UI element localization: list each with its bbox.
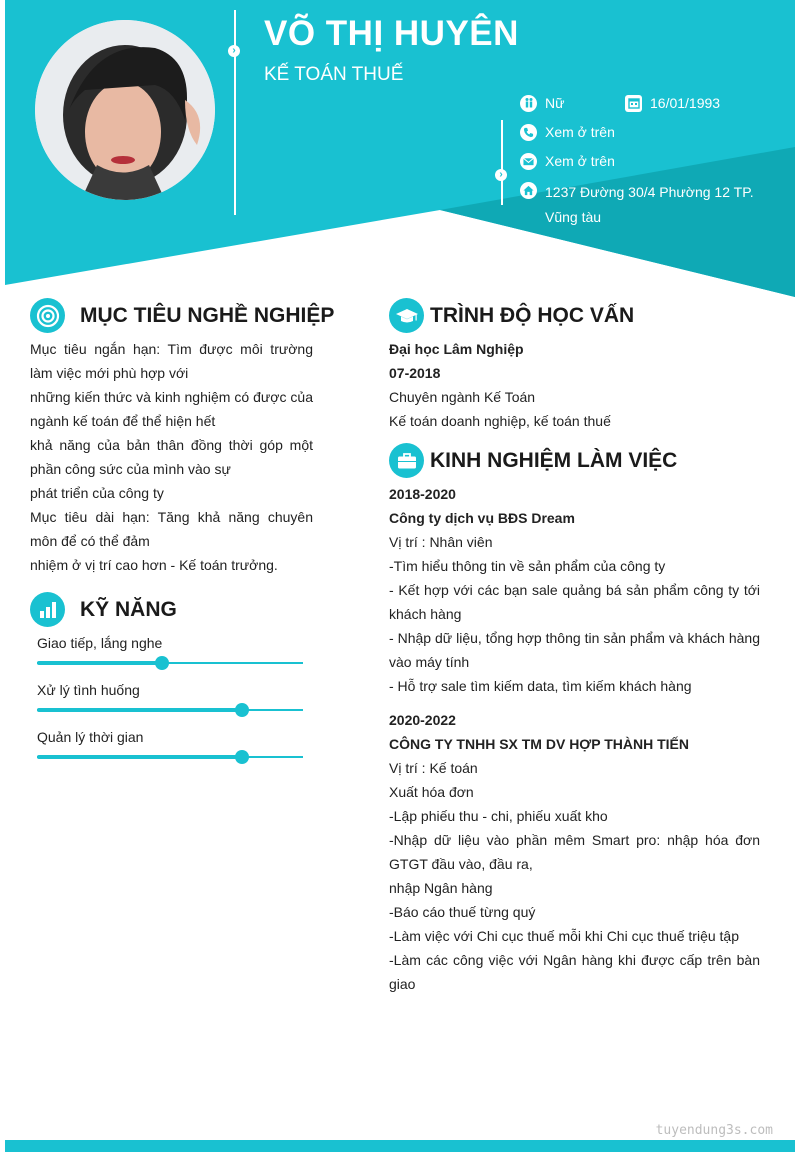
briefcase-icon [389, 443, 424, 478]
skill-knob [235, 750, 249, 764]
job-line: -Tìm hiểu thông tin về sản phẩm của công ty [389, 558, 666, 574]
email-icon [520, 153, 537, 170]
skill-label: Xử lý tình huống [37, 682, 140, 698]
objective-text [30, 337, 313, 577]
portrait-photo [35, 20, 215, 200]
objective-line: môn để có thể đảm [30, 533, 150, 549]
email-value[interactable]: Xem ở trên [545, 153, 615, 169]
job-company: Công ty dịch vụ BĐS Dream [389, 510, 575, 526]
section-title: MỤC TIÊU NGHỀ NGHIỆP [80, 303, 335, 327]
home-icon [520, 182, 537, 199]
school-name: Đại học Lâm Nghiệp [389, 341, 524, 357]
job-period: 2020-2022 [389, 712, 456, 728]
section-title: KỸ NĂNG [80, 597, 177, 621]
objective-line: nhiệm ở vị trí cao hơn - Kế toán trưởng. [30, 557, 278, 573]
education-detail: Kế toán doanh nghiệp, kế toán thuế [389, 413, 611, 429]
address-line: Vũng tàu [545, 209, 602, 225]
phone-value[interactable]: Xem ở trên [545, 124, 615, 140]
job-line: -Lập phiếu thu - chi, phiếu xuất kho [389, 808, 608, 824]
job-line: - Nhập dữ liệu, tổng hợp thông tin sản phẩm và khách hàng [389, 630, 760, 646]
education-header [389, 298, 634, 333]
skills-header [30, 592, 177, 627]
objective-line: ngành kế toán để thể hiện hết [30, 413, 216, 429]
avatar [35, 20, 215, 200]
job-period: 2018-2020 [389, 486, 456, 502]
objective-line: Mục tiêu ngắn hạn: Tìm được môi trường [30, 341, 313, 357]
contact-birthday [625, 93, 720, 113]
watermark: tuyendung3s.com [655, 1123, 773, 1138]
job-line: -Nhập dữ liệu vào phần mêm Smart pro: nhập hóa đơn [389, 832, 760, 848]
contact-email [520, 151, 615, 171]
calendar-icon [625, 95, 642, 112]
job-line: - Kết hợp với các bạn sale quảng bá sản phẩm công ty tới [389, 582, 760, 598]
footer-bar [5, 1140, 795, 1152]
gender-value: Nữ [545, 95, 565, 111]
objective-line: những kiến thức và kinh nghiệm có được của [30, 389, 313, 405]
education-date: 07-2018 [389, 365, 441, 381]
education-major: Chuyên ngành Kế Toán [389, 389, 536, 405]
job-entry [389, 482, 760, 698]
header-divider [234, 10, 236, 215]
bar-chart-icon [30, 592, 65, 627]
job-line: Vị trí : Nhân viên [389, 534, 493, 550]
skill-fill [37, 755, 242, 759]
job-entry [389, 708, 760, 996]
graduation-cap-icon [389, 298, 424, 333]
skill-label: Giao tiếp, lắng nghe [37, 635, 163, 651]
job-line: GTGT đầu vào, đầu ra, [389, 856, 533, 872]
job-line: - Hỗ trợ sale tìm kiếm data, tìm kiếm khách hàng [389, 678, 692, 694]
skill-fill [37, 661, 162, 665]
contact-phone [520, 122, 615, 142]
skill-label: Quản lý thời gian [37, 729, 144, 745]
target-icon [30, 298, 65, 333]
job-line: -Báo cáo thuế từng quý [389, 904, 536, 920]
objective-line: làm việc mới phù hợp với [30, 365, 189, 381]
phone-icon [520, 124, 537, 141]
objective-line: Mục tiêu dài hạn: Tăng khả năng chuyên [30, 509, 313, 525]
objective-line: phần công sức của mình vào sự [30, 461, 231, 477]
contact-gender [520, 93, 564, 113]
candidate-name: VÕ THỊ HUYÊN [264, 14, 519, 53]
job-line: khách hàng [389, 606, 462, 622]
section-title: KINH NGHIỆM LÀM VIỆC [430, 448, 678, 472]
skill-knob [235, 703, 249, 717]
objective-line: khả năng của bản thân đồng thời góp một [30, 437, 313, 453]
objective-header [30, 298, 334, 333]
address-line: 1237 Đường 30/4 Phường 12 TP. [545, 184, 754, 200]
job-line: Xuất hóa đơn [389, 784, 474, 800]
contact-address [520, 180, 770, 230]
section-title: TRÌNH ĐỘ HỌC VẤN [430, 303, 635, 327]
job-line: nhập Ngân hàng [389, 880, 493, 896]
contact-divider [501, 120, 503, 205]
job-title: KẾ TOÁN THUẾ [264, 64, 404, 85]
education-text [389, 337, 760, 433]
job-line: vào máy tính [389, 654, 470, 670]
objective-line: phát triển của công ty [30, 485, 164, 501]
birthday-value: 16/01/1993 [650, 95, 721, 111]
address-value [545, 180, 754, 230]
job-line: giao [389, 976, 416, 992]
job-line: -Làm các công việc với Ngân hàng khi được cấp trên bàn [389, 952, 760, 968]
chevron-right-icon: › [228, 45, 240, 57]
job-company: CÔNG TY TNHH SX TM DV HỢP THÀNH TIẾN [389, 736, 689, 752]
skill-fill [37, 708, 242, 712]
job-line: -Làm việc với Chi cục thuế mỗi khi Chi cục thuế triệu tập [389, 928, 739, 944]
skill-knob [155, 656, 169, 670]
gender-icon [520, 95, 537, 112]
chevron-right-icon: › [495, 169, 507, 181]
experience-header [389, 443, 677, 478]
job-line: Vị trí : Kế toán [389, 760, 478, 776]
